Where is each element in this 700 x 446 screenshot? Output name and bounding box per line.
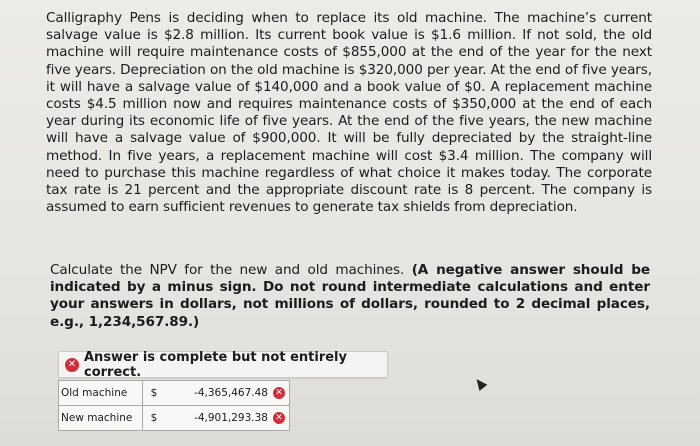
row-label: New machine xyxy=(59,406,143,431)
currency-symbol: $ xyxy=(143,381,165,406)
instructions-note: (A negative answer should be indicated by a minus sign. Do not round intermediate calculations and enter your answers in dollars, not millions of dollars, rounded to 2 decimal places, e.g., 1,234,567.89.) xyxy=(50,262,650,330)
new-machine-npv-input[interactable] xyxy=(165,406,290,431)
answer-status-banner xyxy=(58,351,388,378)
currency-symbol: $ xyxy=(143,406,165,431)
incorrect-x-icon: ✕ xyxy=(273,412,285,424)
x-circle-icon: ✕ xyxy=(65,358,79,372)
old-machine-npv-input[interactable] xyxy=(165,381,290,406)
instructions-prefix: Calculate the NPV for the new and old machines. xyxy=(50,262,412,278)
new-machine-npv-value[interactable]: -4,901,293.38 xyxy=(194,412,268,424)
table-row-new-machine xyxy=(59,406,290,431)
table-row-old-machine xyxy=(59,381,290,406)
row-label: Old machine xyxy=(59,381,143,406)
problem-statement: Calligraphy Pens is deciding when to replace its old machine. The machine’s current salvage value is $2.8 million. Its current book value is $1.6 million. If not sold, the old machine will require maintenance costs of $855,000 at the end of the year for the next five years. Depreciation on the old machine is $320,000 per year. At the end of five years, it will have a salvage value of $140,000 and a book value of $0. A replacement machine costs $4.5 million now and requires maintenance costs of $350,000 at the end of each year during its economic life of five years. At the end of the five years, the new machine will have a salvage value of $900,000. It will be fully depreciated by the straight-line method. In five years, a replacement machine will cost $3.4 million. The company will need to purchase this machine regardless of what choice it makes today. The corporate tax rate is 21 percent and the appropriate discount rate is 8 percent. The company is assumed to earn sufficient revenues to generate tax shields from depreciation. xyxy=(46,10,652,216)
answer-status-text: Answer is complete but not entirely correct. xyxy=(84,349,347,380)
old-machine-npv-value[interactable]: -4,365,467.48 xyxy=(194,387,268,399)
mouse-cursor-icon xyxy=(473,376,488,391)
incorrect-x-icon: ✕ xyxy=(273,387,285,399)
question-instructions xyxy=(50,262,650,331)
answer-table xyxy=(58,380,290,431)
